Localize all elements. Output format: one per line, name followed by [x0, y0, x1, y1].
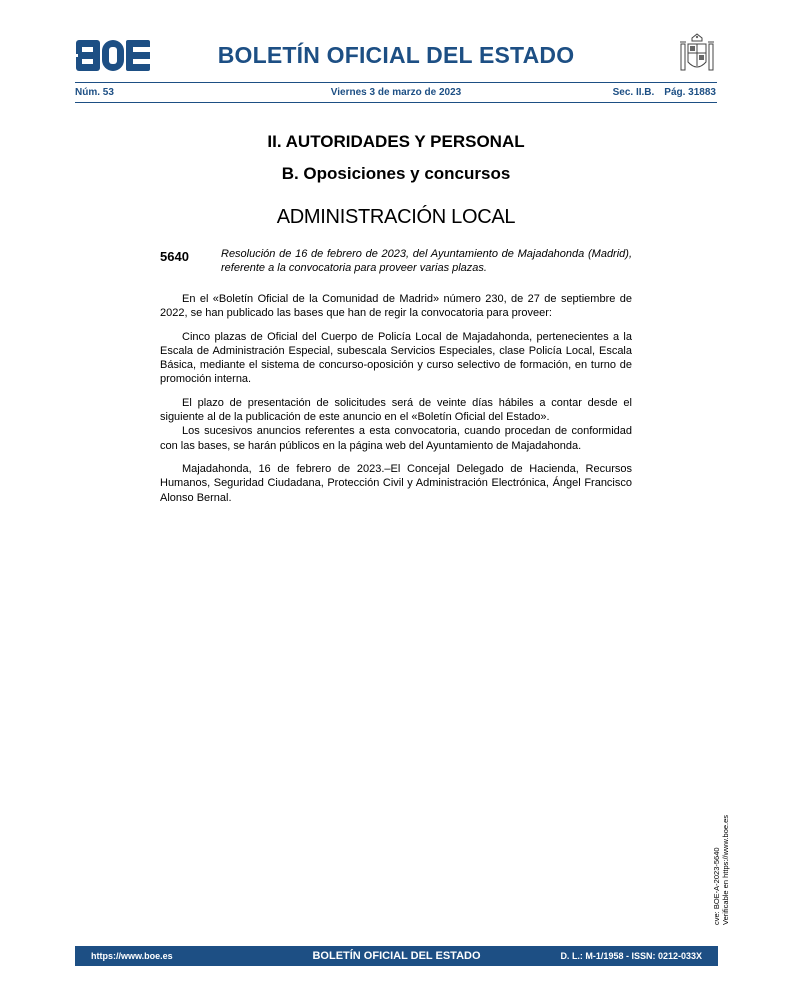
paragraph: Los sucesivos anuncios referentes a esta convocatoria, cuando procedan de conformidad con las bases, se harán públicos en la página web del Ayuntamiento de Majadahonda.: [160, 425, 632, 452]
section-heading-3: ADMINISTRACIÓN LOCAL: [276, 206, 516, 228]
masthead-title: BOLETÍN OFICIAL DEL ESTADO: [217, 42, 575, 68]
header-rule: [75, 82, 717, 83]
verification-side-text: [712, 815, 730, 925]
footer-title: BOLETÍN OFICIAL DEL ESTADO: [312, 950, 481, 962]
footer-url-link[interactable]: https://www.boe.es: [91, 951, 173, 961]
section-heading-1: II. AUTORIDADES Y PERSONAL: [267, 132, 525, 151]
paragraph: Cinco plazas de Oficial del Cuerpo de Policía Local de Majadahonda, pertenecientes a la Escala de Administración Especial, subescala Servicios Especiales, clase Policía Local, Escala Básica, mediante el sistema de concurso-oposición y curso selectivo de formación, en turno de promoción interna.: [160, 330, 632, 386]
paragraph: El plazo de presentación de solicitudes será de veinte días hábiles a contar desde el siguiente al de la publicación de este anuncio en el «Boletín Oficial del Estado».: [160, 396, 632, 424]
section-heading-2: B. Oposiciones y concursos: [281, 164, 511, 183]
section-page: [613, 87, 716, 98]
paragraph: En el «Boletín Oficial de la Comunidad de Madrid» número 230, de 27 de septiembre de 2022, se han publicado las bases que han de regir la convocatoria para proveer:: [160, 293, 632, 320]
page-number: Pág. 31883: [664, 87, 716, 98]
cve-code: cve: BOE-A-2023-5640: [712, 847, 721, 925]
signature-paragraph: Majadahonda, 16 de febrero de 2023.–El Concejal Delegado de Hacienda, Recursos Humanos, Seguridad Ciudadana, Protección Civil y Administración Electrónica, Ángel Francisco Alonso Bernal.: [160, 462, 632, 504]
section-code: Sec. II.B.: [612, 87, 655, 98]
footer-legal: D. L.: M-1/1958 - ISSN: 0212-033X: [560, 951, 702, 961]
coat-of-arms-icon: [678, 32, 716, 76]
document-title: Resolución de 16 de febrero de 2023, del Ayuntamiento de Majadahonda (Madrid), referente a la convocatoria para proveer varias plazas.: [221, 248, 632, 274]
verify-link[interactable]: Verificable en https://www.boe.es: [721, 814, 730, 925]
meta-rule: [75, 102, 717, 103]
issue-date: Viernes 3 de marzo de 2023: [330, 87, 462, 98]
document-number: 5640: [160, 249, 189, 264]
footer-bar: [75, 946, 718, 966]
issue-number: Núm. 53: [75, 87, 114, 98]
document-body: [160, 292, 632, 514]
